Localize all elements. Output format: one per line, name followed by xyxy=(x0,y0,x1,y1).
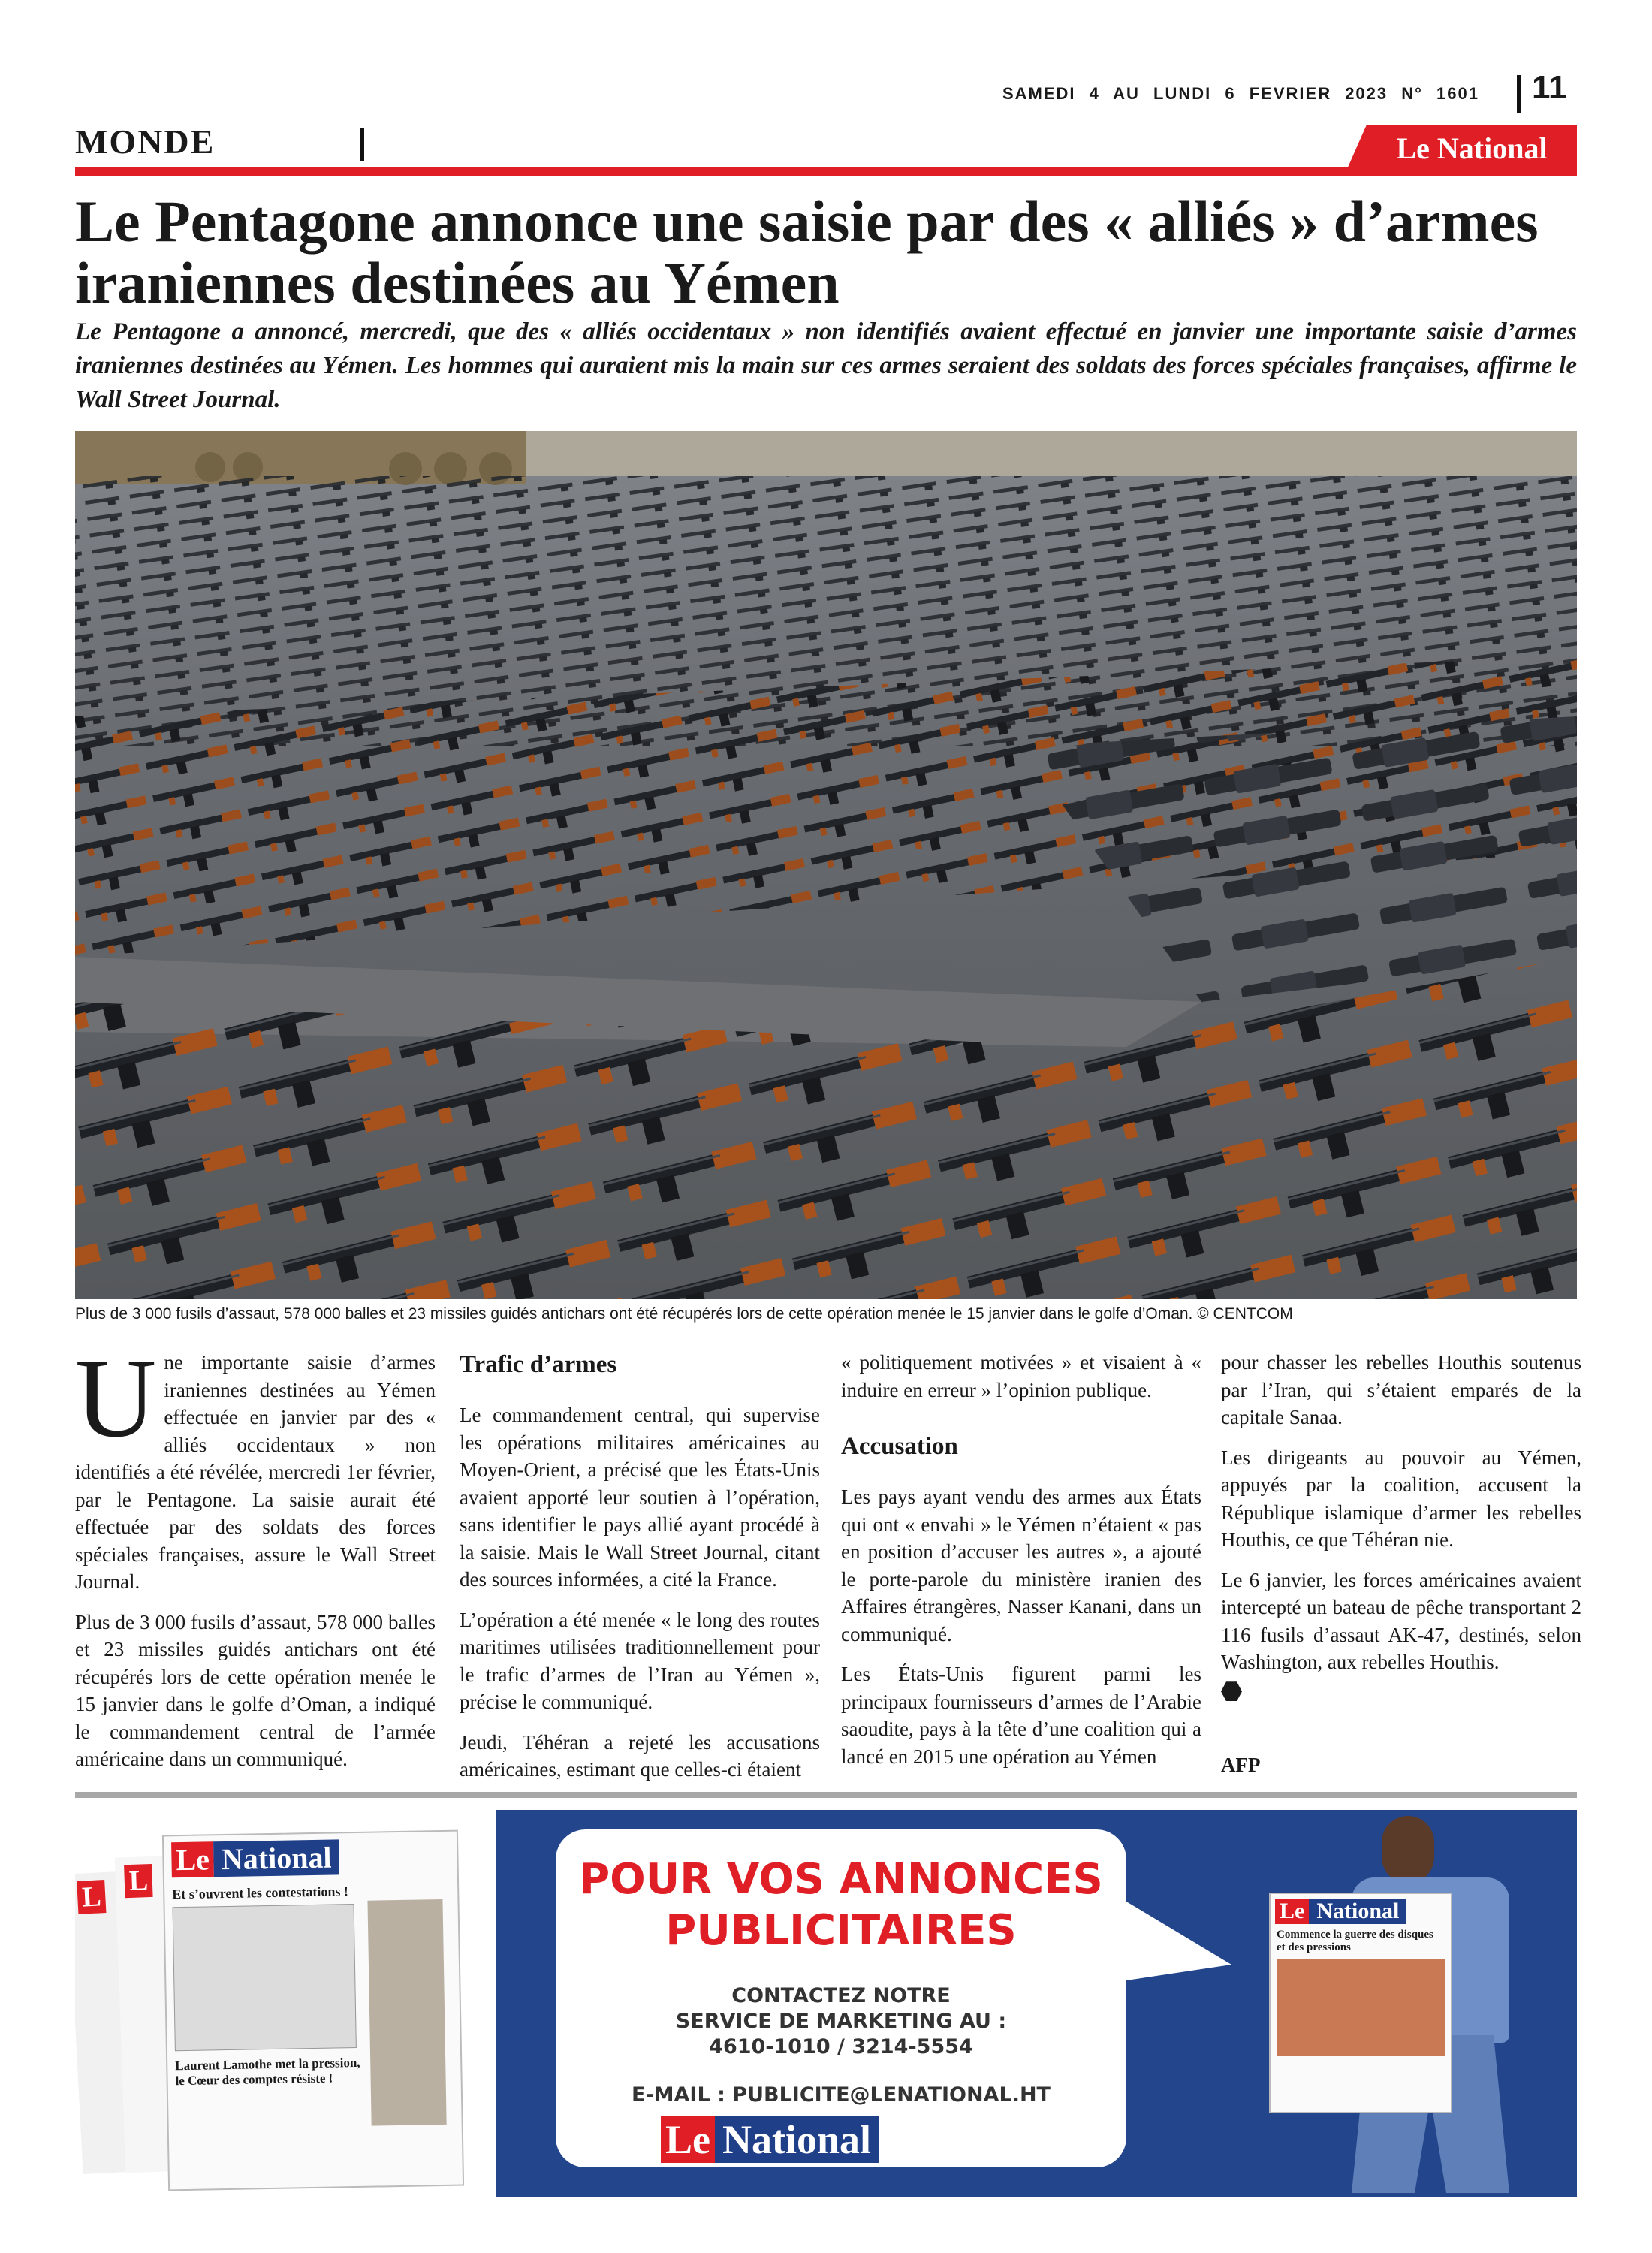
newspaper-front-logo: Le National xyxy=(171,1839,339,1878)
article-paragraph: pour chasser les rebelles Houthis soutenus par l’Iran, qui s’étaient emparés de la capitale Sanaa. xyxy=(1221,1351,1581,1428)
section-divider xyxy=(360,128,364,161)
held-newspaper-logo: Le National xyxy=(1275,1899,1406,1924)
newspaper-front xyxy=(162,1830,464,2191)
newspaper-front-subheadline: Laurent Lamothe met la pression, le Cœur des comptes résiste ! xyxy=(175,2055,360,2089)
held-newspaper-headline: Commence la guerre des disques et des pressions xyxy=(1277,1929,1433,1953)
end-mark-icon xyxy=(1221,1681,1242,1701)
subheading: Trafic d’armes xyxy=(460,1351,617,1378)
article-paragraph: « politiquement motivées » et visaient à « induire en erreur » l’opinion publique. xyxy=(841,1351,1201,1401)
article-column-3 xyxy=(841,1349,1201,1783)
subheading: Accusation xyxy=(841,1433,958,1460)
article-paragraph: Jeudi, Téhéran a rejeté les accusations américaines, estimant que celles-ci étaient xyxy=(460,1730,820,1781)
ad-contact-line-2: SERVICE DE MARKETING AU : xyxy=(675,2010,1007,2033)
article-paragraph xyxy=(1221,1567,1581,1704)
advertisement xyxy=(75,1810,1577,2197)
article-paragraph: Plus de 3 000 fusils d’assaut, 578 000 balles et 23 missiles guidés antichars ont été récupérés lors de cette opération menée le 15 janvier dans le golfe d’Oman, a indiqué le commandement central de l’armée américaine dans un communiqué. xyxy=(75,1610,436,1770)
brand-name: Le National xyxy=(1396,131,1548,165)
speech-bubble-tail xyxy=(1111,1893,1231,1983)
ad-man-figure xyxy=(1269,1810,1577,2197)
article-lede: Le Pentagone a annoncé, mercredi, que des « alliés occidentaux » non identifiés avaient effectué en janvier une importante saisie d’armes iraniennes destinées au Yémen. Les hommes qui auraient mis la main sur ces armes seraient des soldats des forces spéciales françaises, affirme le Wall Street Journal. xyxy=(75,318,1577,413)
ad-logo: Le National xyxy=(661,2116,879,2163)
man-head xyxy=(1382,1816,1434,1884)
ad-title-line-1: POUR VOS ANNONCES xyxy=(579,1855,1103,1904)
article-column-4 xyxy=(1221,1349,1581,1779)
article-paragraph: Le commandement central, qui supervise les opérations militaires américaines au Moyen-Orient, a précisé que les États-Unis avaient apporté leur soutien à l’opération, sans identifier le pays allié ayant procédé à la saisie. Mais le Wall Street Journal, citant des sources informées, a cité la France. xyxy=(460,1404,820,1591)
ad-contact-line-1: CONTACTEZ NOTRE xyxy=(731,1984,951,2007)
ad-separator-rule xyxy=(75,1792,1577,1798)
newspaper-back-2-logo: L xyxy=(124,1864,153,1898)
byline: AFP xyxy=(1221,1754,1261,1776)
ad-title-line-2: PUBLICITAIRES xyxy=(665,1906,1017,1955)
seized-weapons-photo xyxy=(75,431,1577,1299)
article-headline: Le Pentagone annonce une saisie par des « alliés » d’armes iraniennes destinées au Yémen xyxy=(75,189,1539,315)
article-photo xyxy=(75,431,1577,1299)
newspaper-front-headline: Et s’ouvrent les contestations ! xyxy=(172,1884,349,1902)
page-number: 11 xyxy=(1532,69,1567,106)
article-paragraph xyxy=(75,1336,436,1596)
article-paragraph: Les États-Unis figurent parmi les principaux fournisseurs d’armes de l’Arabie saoudite, pays à la tête d’une coalition qui a lancé en 2015 une opération au Yémen xyxy=(841,1663,1201,1768)
photo-caption: Plus de 3 000 fusils d’assaut, 578 000 balles et 23 missiles guidés antichars ont été récupérés lors de cette opération menée le 15 janvier dans le golfe d’Oman. © CENTCOM xyxy=(75,1305,1293,1323)
article-column-2 xyxy=(460,1349,820,1796)
article-column-1 xyxy=(75,1336,436,1786)
newspaper-front-cartoon xyxy=(173,1904,357,2051)
drop-cap: U xyxy=(75,1336,157,1461)
page-number-divider xyxy=(1517,75,1521,113)
paragraph-text: Le 6 janvier, les forces américaines avaient intercepté un bateau de pêche transportant 2 116 fusils d’assaut AK-47, destinés, selon Washington, aux rebelles Houthis. xyxy=(1221,1568,1581,1673)
article-paragraph: Les dirigeants au pouvoir au Yémen, appuyés par la coalition, accusent la République islamique d’armer les rebelles Houthis, ce que Téhéran nie. xyxy=(1221,1446,1581,1551)
held-newspaper-photo xyxy=(1277,1959,1445,2056)
dateline: SAMEDI 4 AU LUNDI 6 FEVRIER 2023 N° 1601 xyxy=(1002,84,1479,103)
article-paragraph: Les pays ayant vendu des armes aux États qui ont « envahi » le Yémen n’étaient « pas en position d’accuser les autres », a ajouté le porte-parole du ministère iranien des Affaires étrangères, Nasser Kanani, dans un communiqué. xyxy=(841,1485,1201,1645)
section-label: MONDE xyxy=(75,122,216,161)
article-paragraph: L’opération a été menée « le long des routes maritimes utilisées traditionnellement pour le trafic d’armes de l’Iran au Yémen », précise le communiqué. xyxy=(460,1608,820,1713)
newspaper-back-1-logo: L xyxy=(77,1880,107,1914)
held-newspaper xyxy=(1269,1893,1452,2113)
paragraph-text: ne importante saisie d’armes iraniennes destinées au Yémen effectuée en janvier par des « alliés occidentaux » non identifiés a été révélée, mercredi 1er février, par le Pentagone. La saisie aurait été effectuée par des soldats des forces spéciales françaises, assure le Wall Street Journal. xyxy=(75,1351,436,1593)
ad-phone-numbers: 4610-1010 / 3214-5554 xyxy=(709,2035,973,2058)
newspaper-front-photo xyxy=(367,1899,446,2126)
newspaper-stack xyxy=(75,1810,496,2197)
ad-email: E-MAIL : PUBLICITE@LENATIONAL.HT xyxy=(632,2083,1051,2107)
